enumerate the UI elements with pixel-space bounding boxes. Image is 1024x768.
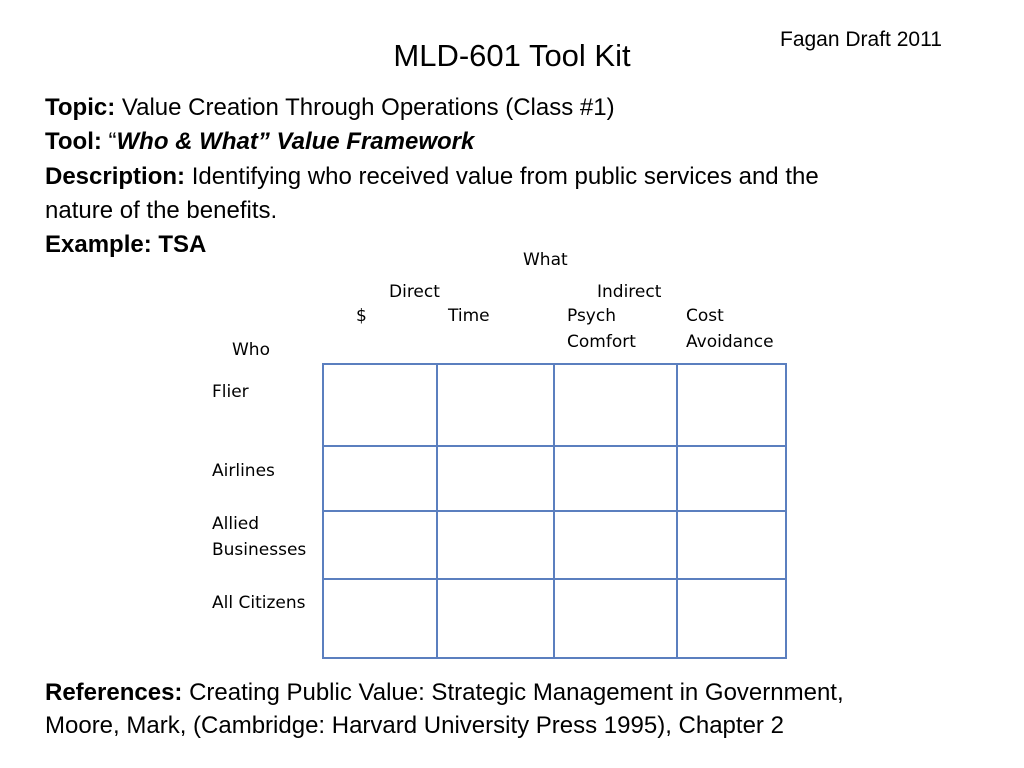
cost-header	[686, 306, 724, 326]
row-label-airlines-text: Airlines	[212, 461, 275, 481]
row-label-flier	[212, 382, 249, 402]
tool-open-quote: “	[108, 128, 117, 155]
row-label-flier-text: Flier	[212, 382, 249, 402]
description-label: Description:	[45, 163, 186, 190]
topic-label: Topic:	[45, 94, 116, 121]
row-label-allied	[212, 514, 259, 534]
avoidance-label: Avoidance	[686, 332, 774, 352]
time-label: Time	[448, 306, 490, 326]
references-label: References:	[45, 679, 183, 706]
grid-line	[322, 657, 787, 659]
psych-header	[567, 306, 616, 326]
topic-line	[45, 94, 615, 122]
description-line	[45, 163, 819, 191]
what-header	[523, 250, 568, 270]
row-label-airlines	[212, 461, 275, 481]
who-what-grid	[322, 363, 787, 659]
avoidance-header	[686, 332, 774, 352]
references-text-line1: Creating Public Value: Strategic Management in Government,	[189, 679, 844, 706]
indirect-label: Indirect	[597, 282, 662, 302]
direct-header	[389, 282, 440, 302]
direct-label: Direct	[389, 282, 440, 302]
draft-label: Fagan Draft 2011	[780, 28, 942, 51]
example-label: Example: TSA	[45, 231, 207, 258]
example-line	[45, 231, 206, 259]
grid-line	[322, 578, 787, 580]
what-label: What	[523, 250, 568, 270]
tool-value: Who & What” Value Framework	[116, 128, 475, 155]
grid-line	[322, 445, 787, 447]
row-label-all-citizens-text: All Citizens	[212, 593, 306, 613]
row-label-businesses-text: Businesses	[212, 540, 307, 560]
references-text-line2: Moore, Mark, (Cambridge: Harvard University Press 1995), Chapter 2	[45, 712, 784, 739]
indirect-header	[597, 282, 661, 302]
dollar-header	[356, 306, 367, 326]
psych-label: Psych	[567, 306, 616, 326]
topic-value: Value Creation Through Operations (Class #1)	[121, 94, 615, 121]
description-value-line1: Identifying who received value from public services and the	[191, 163, 819, 190]
who-label: Who	[232, 340, 270, 360]
comfort-label: Comfort	[567, 332, 636, 352]
row-label-all-citizens	[212, 593, 305, 613]
who-header	[232, 340, 270, 360]
comfort-header	[567, 332, 636, 352]
grid-line	[322, 363, 787, 365]
row-label-allied-text: Allied	[212, 514, 260, 534]
grid-line	[322, 510, 787, 512]
row-label-businesses	[212, 540, 306, 560]
tool-line	[45, 128, 474, 156]
dollar-label: $	[356, 306, 367, 326]
cost-label: Cost	[686, 306, 724, 326]
tool-label: Tool:	[45, 128, 102, 155]
description-line2: nature of the benefits.	[45, 197, 278, 224]
time-header	[448, 306, 490, 326]
references	[45, 676, 1005, 742]
page-title: MLD-601 Tool Kit	[393, 38, 631, 73]
